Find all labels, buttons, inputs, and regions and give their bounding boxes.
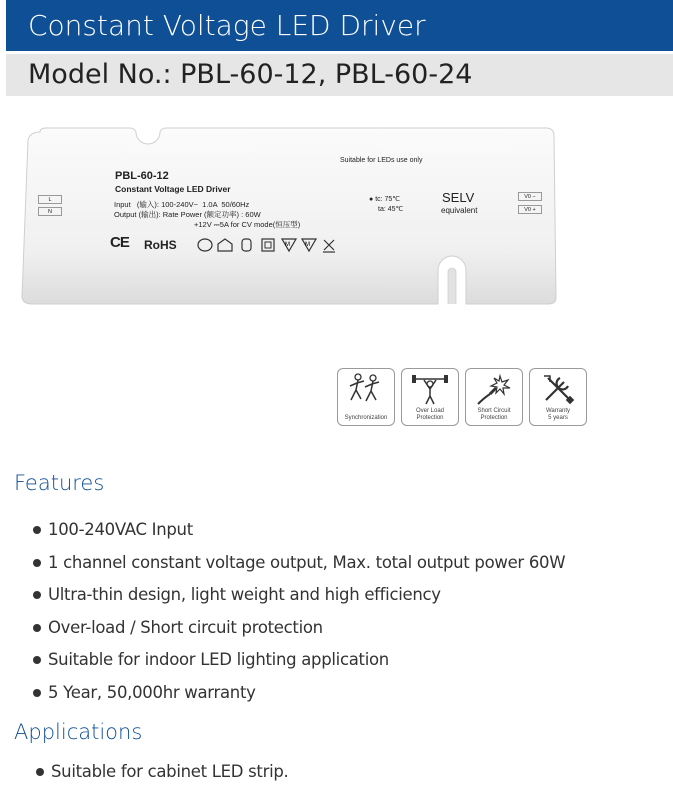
- device-label-area: [18, 120, 560, 310]
- list-item-text: Suitable for indoor LED lighting application: [48, 650, 389, 669]
- list-item: [33, 514, 565, 547]
- list-item: [33, 612, 565, 645]
- terminal-v-minus: V0 −: [518, 192, 542, 201]
- bullet-dot: [33, 624, 41, 632]
- bullet-dot: [33, 526, 41, 534]
- bullet-dot: [33, 591, 41, 599]
- rohs-mark: RoHS: [144, 238, 177, 252]
- list-item-text: 100-240VAC Input: [48, 520, 193, 539]
- page-title: Constant Voltage LED Driver: [6, 0, 673, 51]
- device-output2-text: +12V ⎓5A for CV mode(恒压型): [194, 220, 301, 229]
- synchronization-icon: [346, 372, 386, 406]
- short-circuit-protection-icon: [474, 372, 514, 406]
- badge-warranty: [529, 368, 587, 426]
- feature-badges: [337, 368, 587, 426]
- list-item: [36, 756, 288, 789]
- terminal-v-plus: V0 +: [518, 205, 542, 214]
- device-model-text: PBL-60-12: [115, 170, 169, 182]
- badge-caption: Over Load Protection: [415, 408, 445, 421]
- list-item-text: 1 channel constant voltage output, Max. total output power 60W: [48, 552, 566, 572]
- warranty-icon: [538, 372, 578, 406]
- badge-synchronization: [337, 368, 395, 426]
- device-output-text: Output (输出): Rate Power (额定功率) : 60W: [114, 210, 261, 219]
- badge-caption: Short Circuit Protection: [477, 408, 511, 421]
- badge-short-circuit-protection: [465, 368, 523, 426]
- device-name-text: Constant Voltage LED Driver: [115, 184, 231, 194]
- bullet-dot: [36, 768, 44, 776]
- list-item: [33, 677, 565, 710]
- list-item-text: Ultra-thin design, light weight and high efficiency: [48, 585, 441, 604]
- applications-list: [36, 756, 288, 789]
- device-selv-text: SELV: [442, 190, 475, 205]
- model-number: Model No.: PBL-60-12, PBL-60-24: [6, 54, 673, 96]
- bullet-dot: [33, 689, 41, 697]
- terminal-l: L: [38, 195, 62, 204]
- terminal-n: N: [38, 207, 62, 216]
- certification-icons: [196, 236, 346, 254]
- badge-caption: Synchronization: [344, 415, 388, 421]
- ce-mark: CE: [110, 234, 129, 251]
- device-input-text: Input (输入): 100-240V~ 1.0A 50/60Hz: [114, 200, 250, 209]
- overload-protection-icon: [410, 372, 450, 406]
- list-item: [33, 579, 565, 612]
- features-heading: Features: [14, 471, 105, 495]
- device-ta-text: ta: 45℃: [378, 206, 404, 213]
- svg-text:M: M: [305, 242, 310, 248]
- device-equivalent-text: equivalent: [441, 206, 478, 215]
- list-item-text: 5 Year, 50,000hr warranty: [48, 682, 256, 702]
- list-item-text: Suitable for cabinet LED strip.: [51, 762, 289, 781]
- badge-overload-protection: [401, 368, 459, 426]
- list-item: [33, 644, 565, 677]
- features-list: [33, 514, 565, 709]
- svg-text:M: M: [285, 242, 290, 248]
- list-item: [33, 547, 565, 580]
- list-item-text: Over-load / Short circuit protection: [48, 617, 323, 637]
- badge-caption: Warranty 5 years: [545, 408, 571, 421]
- device-tc-text: ● tc: 75℃: [369, 196, 401, 203]
- bullet-dot: [33, 559, 41, 567]
- applications-heading: Applications: [14, 720, 143, 744]
- device-suitable-text: Suitable for LEDs use only: [340, 157, 423, 164]
- bullet-dot: [33, 656, 41, 664]
